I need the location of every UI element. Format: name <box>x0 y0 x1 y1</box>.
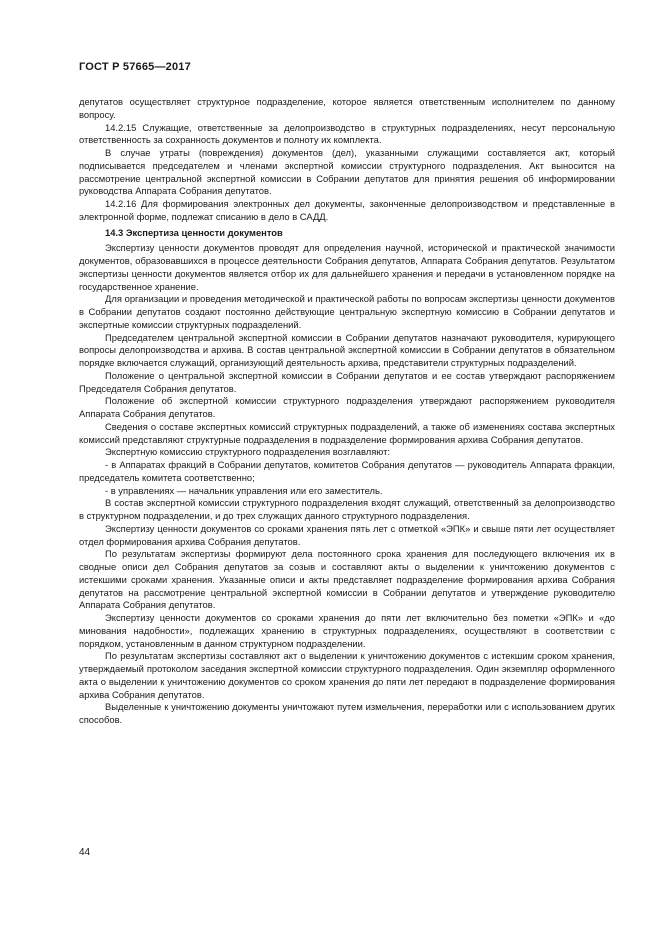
paragraph: 14.2.16 Для формирования электронных дел документы, законченные делопроизводством и представленные в электронной форме, подлежат списанию в дело в САДД. <box>79 198 615 222</box>
list-item: - в управлениях — начальник управления или его заместитель. <box>105 484 383 496</box>
paragraph: Для организации и проведения методической и практической работы по вопросам экспертизы ценности документов в Собрании депутатов создают постоянно действующие центральную экспертную комиссию в Собрании депутатов и экспертные комиссии структурных подразделений. <box>79 293 615 330</box>
paragraph: Экспертизу ценности документов со сроками хранения до пяти лет включительно без пометки «ЭПК» и «до минования надобности», подлежащих хранению в структурных подразделениях, осуществляют в соответствии с порядком, установленным в данном структурном подразделении. <box>79 612 615 649</box>
paragraph: Экспертизу ценности документов со сроками хранения пять лет с отметкой «ЭПК» и свыше пяти лет осуществляет отдел формирования архива Собрания депутатов. <box>79 522 615 547</box>
paragraph: Выделенные к уничтожению документы уничтожают путем измельчения, переработки или с использованием других способов. <box>79 701 615 725</box>
document-header: ГОСТ Р 57665—2017 <box>79 61 191 73</box>
paragraph: Экспертную комиссию структурного подразделения возглавляют: <box>105 446 391 458</box>
paragraph: Положение о центральной экспертной комиссии в Собрании депутатов и ее состав утверждают распоряжением Председателя Собрания депутатов. <box>79 369 615 394</box>
paragraph: Положение об экспертной комиссии структурного подразделения утверждают распоряжением руководителя Аппарата Собрания депутатов. <box>79 395 615 419</box>
paragraph: В состав экспертной комиссии структурного подразделения входят служащий, ответственный за делопроизводство в структурном подразделении, и до трех служащих данного структурного подразделения. <box>79 497 615 521</box>
paragraph: Председателем центральной экспертной комиссии в Собрании депутатов назначают руководителя, курирующего вопросы делопроизводства и архива. В состав центральной экспертной комиссии в Собрании депутатов в обязательном порядке включается служащий, организующий деятельность архива, представители структурных подразделений. <box>79 331 615 368</box>
paragraph: Экспертизу ценности документов проводят для определения научной, исторической и практической значимости документов, образовавшихся в процессе деятельности Собрания депутатов, Аппарата Собрания депутатов. Результатом экспертизы ценности документов является отбор их для дальнейшего хранения и передачи в установленном порядке на государственное хранение. <box>79 242 615 292</box>
section-heading: 14.3 Экспертиза ценности документов <box>105 226 283 238</box>
list-item: - в Аппаратах фракций в Собрании депутатов, комитетов Собрания депутатов — руководитель Аппарата фракции, председатель комитета соответственно; <box>79 459 615 483</box>
page-number: 44 <box>79 847 91 858</box>
document-body <box>79 96 615 727</box>
paragraph: По результатам экспертизы составляют акт о выделении к уничтожению документов с истекшим сроком хранения, утверждаемый протоколом заседания экспертной комиссии структурного подразделения. Один экземпляр оформленного акта о выделении к уничтожению документов со сроком хранения до пяти лет передают в подразделение формирования архива Собрания депутатов. <box>79 650 615 700</box>
paragraph: В случае утраты (повреждения) документов (дел), указанными служащими составляется акт, который подписывается председателем и членами экспертной комиссии структурного подразделения. Акт выносится на рассмотрение центральной экспертной комиссии в Собрании депутатов для принятия решения об информировании руководства Аппарата Собрания депутатов. <box>79 147 615 197</box>
paragraph: По результатам экспертизы формируют дела постоянного срока хранения для последующего включения их в сводные описи дел Собрания депутатов за созыв и составляют акты о выделении к уничтожению документов с истекшими сроками хранения. Указанные описи и акты представляет подразделение формирования архива Собрания депутатов на рассмотрение центральной экспертной комиссии в Собрании депутатов и утверждение руководителю Аппарата Собрания депутатов. <box>79 548 615 611</box>
paragraph: 14.2.15 Служащие, ответственные за делопроизводство в структурных подразделениях, несут персональную ответственность за сохранность документов и полноту их комплекта. <box>79 121 615 146</box>
paragraph: депутатов осуществляет структурное подразделение, которое является ответственным исполнителем по данному вопросу. <box>79 96 615 120</box>
paragraph: Сведения о составе экспертных комиссий структурных подразделений, а также об изменениях состава экспертных комиссий представляют структурные подразделения в подразделение формирования архива Собрания депутатов. <box>79 420 615 445</box>
